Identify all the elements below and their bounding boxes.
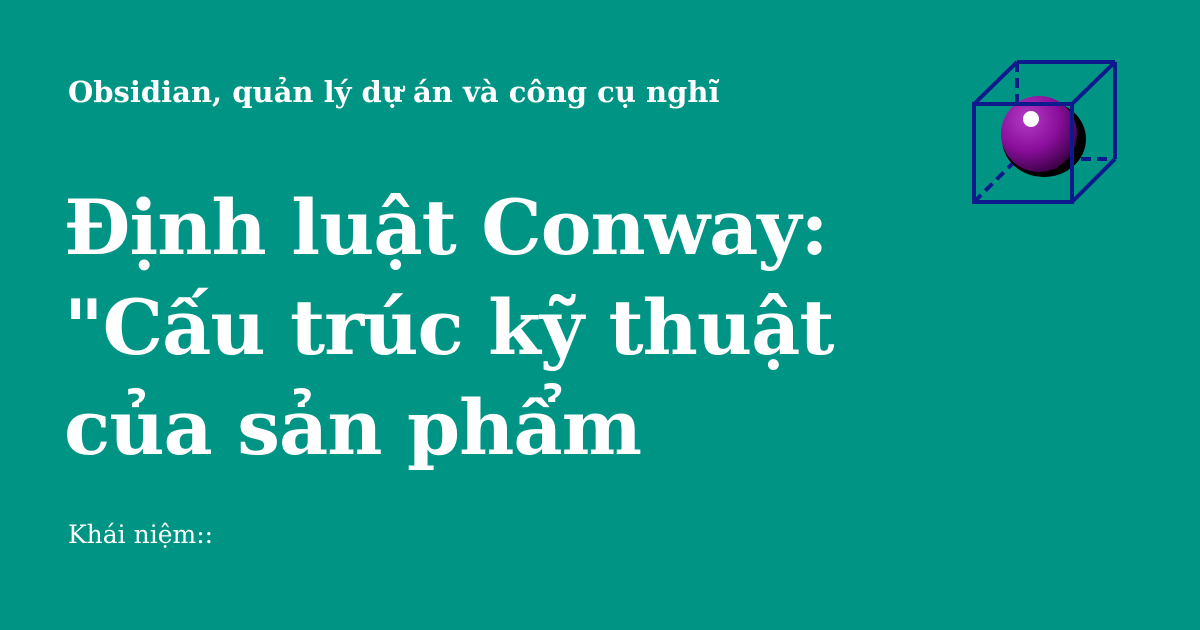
concept-label: Khái niệm:: (68, 520, 214, 549)
site-name: Obsidian, quản lý dự án và công cụ nghĩ (68, 75, 720, 109)
cube-with-sphere-icon (960, 52, 1130, 222)
page-title: Định luật Conway: "Cấu trúc kỹ thuật của sản phẩm (64, 183, 834, 472)
